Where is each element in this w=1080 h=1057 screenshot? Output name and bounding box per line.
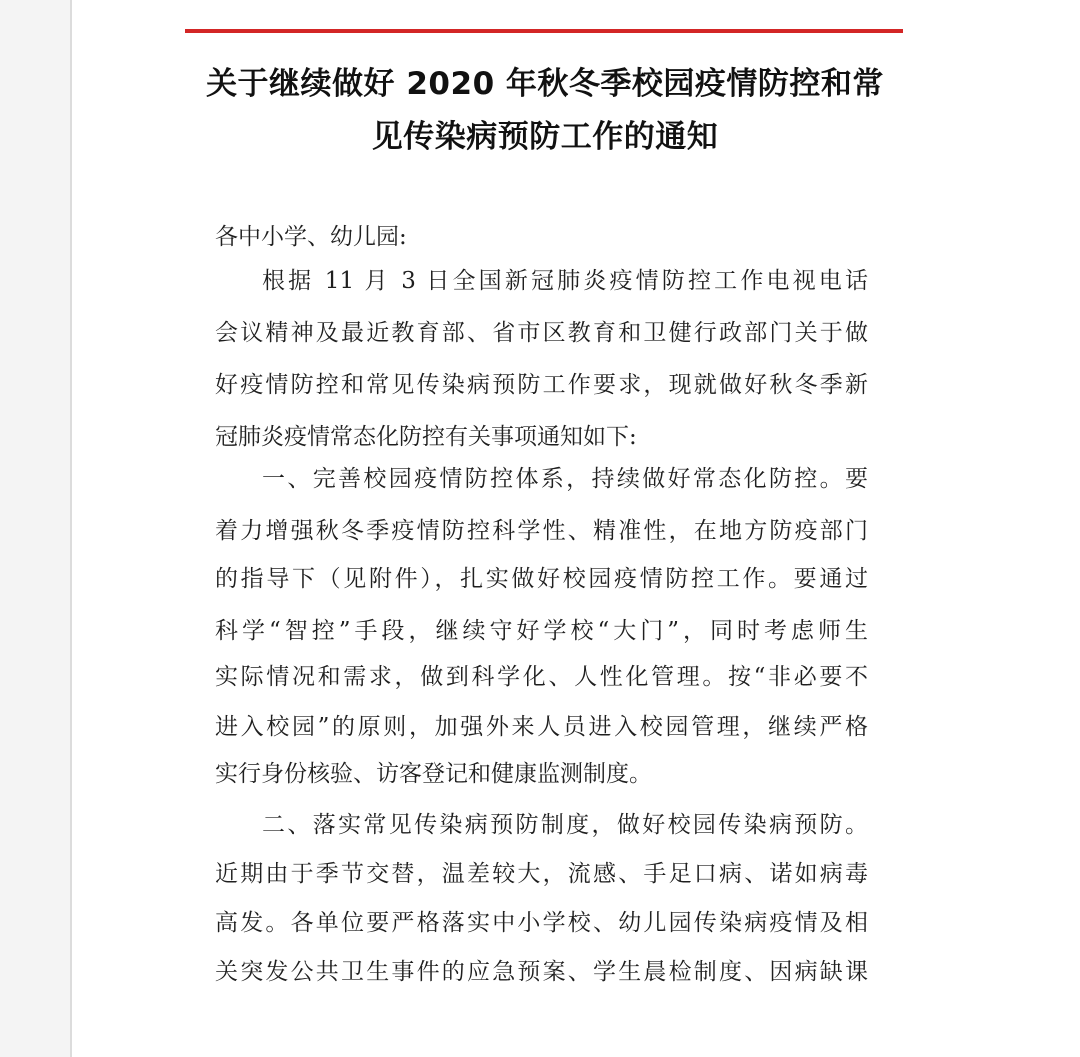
page-left-shade (0, 0, 72, 1057)
document-title (190, 58, 900, 164)
salutation: 各中小学、幼儿园: (215, 224, 407, 250)
red-header-rule (185, 29, 903, 33)
body-line: 二、落实常见传染病预防制度，做好校园传染病预防。 (262, 812, 868, 838)
body-line: 根据 11 月 3 日全国新冠肺炎疫情防控工作电视电话 (262, 268, 868, 294)
body-line: 着力增强秋冬季疫情防控科学性、精准性，在地方防疫部门 (215, 518, 868, 544)
title-line-2: 见传染病预防工作的通知 (371, 119, 719, 155)
body-line: 一、完善校园疫情防控体系，持续做好常态化防控。要 (262, 466, 868, 492)
body-line: 实行身份核验、访客登记和健康监测制度。 (215, 761, 652, 787)
body-line: 好疫情防控和常见传染病预防工作要求，现就做好秋冬季新 (215, 372, 868, 398)
body-line: 进入校园”的原则，加强外来人员进入校园管理，继续严格 (215, 714, 868, 740)
body-line: 实际情况和需求，做到科学化、人性化管理。按“非必要不 (215, 664, 868, 690)
body-line: 冠肺炎疫情常态化防控有关事项通知如下: (215, 424, 637, 450)
body-line: 近期由于季节交替，温差较大，流感、手足口病、诺如病毒 (215, 861, 868, 887)
body-line: 的指导下（见附件），扎实做好校园疫情防控工作。要通过 (215, 566, 868, 592)
title-line-1: 关于继续做好 2020 年秋冬季校园疫情防控和常 (206, 66, 884, 102)
page-edge (70, 0, 72, 1057)
body-line: 科学“智控”手段，继续守好学校“大门”，同时考虑师生 (215, 618, 868, 644)
body-line: 高发。各单位要严格落实中小学校、幼儿园传染病疫情及相 (215, 910, 868, 936)
body-line: 会议精神及最近教育部、省市区教育和卫健行政部门关于做 (215, 320, 868, 346)
body-line: 关突发公共卫生事件的应急预案、学生晨检制度、因病缺课 (215, 959, 868, 985)
